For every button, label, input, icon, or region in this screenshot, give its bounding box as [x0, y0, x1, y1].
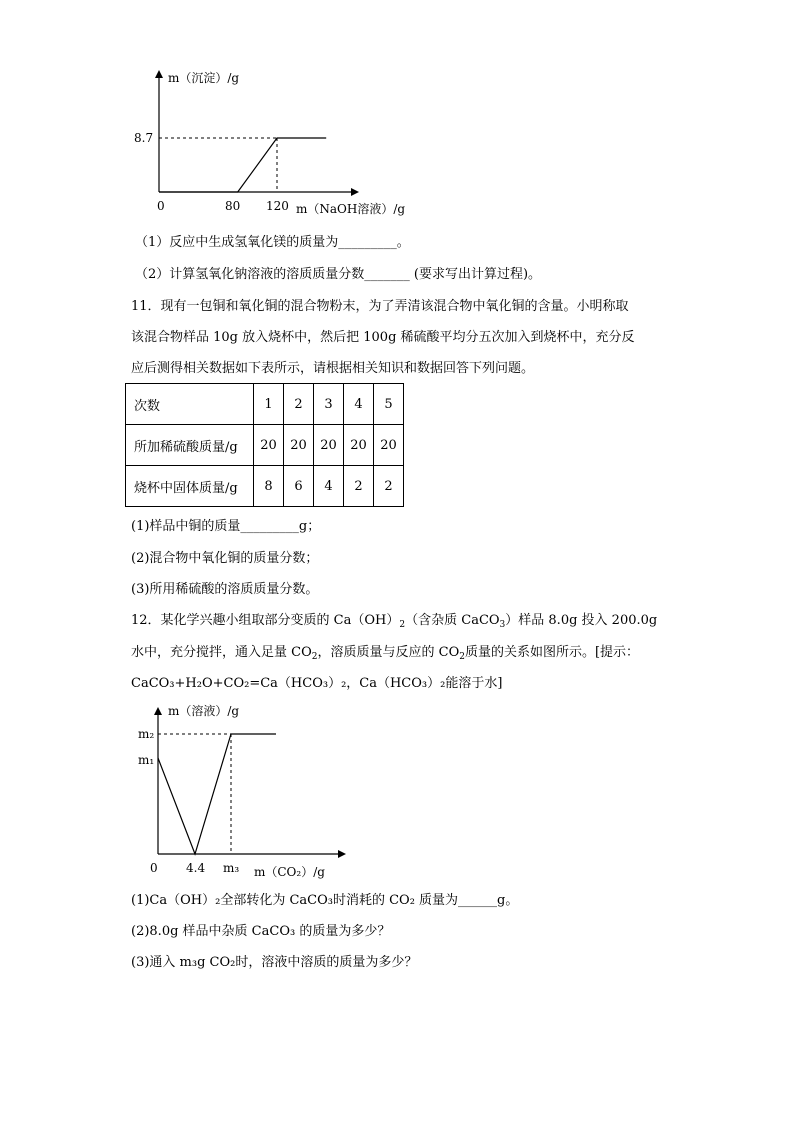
- y-tick-label-m2: m₂: [138, 727, 155, 741]
- x-axis-label: m（NaOH溶液）/g: [296, 202, 406, 216]
- table-cell: 3: [314, 384, 344, 425]
- table-cell: 次数: [126, 384, 254, 425]
- x-tick-label-80: 80: [225, 199, 241, 213]
- q10-part2: （2）计算氢氧化钠溶液的溶质质量分数_______ (要求写出计算过程)。: [135, 267, 542, 282]
- x-tick-label-120: 120: [266, 199, 289, 213]
- x-tick-label-4-4: 4.4: [186, 861, 206, 875]
- x-axis-label: m（CO₂）/g: [254, 865, 325, 879]
- q12-part1: (1)Ca（OH）₂全部转化为 CaCO₃时消耗的 CO₂ 质量为______g。: [131, 893, 519, 908]
- y-axis-label: m（溶液）/g: [168, 704, 240, 718]
- table-cell: 6: [284, 466, 314, 507]
- q11-data-table: [125, 383, 404, 507]
- y-axis-arrow: [155, 70, 163, 78]
- table-cell: 2: [374, 466, 404, 507]
- origin-label: 0: [157, 199, 165, 213]
- table-row: [126, 466, 404, 507]
- table-cell: 烧杯中固体质量/g: [126, 466, 254, 507]
- origin-label: 0: [150, 861, 158, 875]
- q11-part1: (1)样品中铜的质量_________g；: [131, 519, 321, 534]
- table-cell: 4: [344, 384, 374, 425]
- y-axis-arrow: [154, 707, 162, 715]
- x-axis-arrow: [351, 188, 359, 196]
- table-cell: 8: [254, 466, 284, 507]
- table-cell: 2: [344, 466, 374, 507]
- q12-part3: (3)通入 m₃g CO₂时，溶液中溶质的质量为多少？: [131, 955, 418, 970]
- q11-line3: 应后测得相关数据如下表所示，请根据相关知识和数据回答下列问题。: [131, 361, 535, 376]
- table-cell: 20: [254, 425, 284, 466]
- table-cell: 所加稀硫酸质量/g: [126, 425, 254, 466]
- table-cell: 1: [254, 384, 284, 425]
- q12-part2: (2)8.0g 样品中杂质 CaCO₃ 的质量为多少？: [131, 924, 391, 939]
- solution-mass-chart: [130, 700, 380, 885]
- x-tick-label-m3: m₃: [223, 861, 240, 875]
- q12-line2: 水中，充分搅拌，通入足量 $CO_2$，溶质质量与反应的 $CO_2$质量的关系如图所示。[提示：: [131, 645, 640, 662]
- q12-line1: 12．某化学兴趣小组取部分变质的 $Ca(OH)_2$（含杂质 CaCO$_3$）样品 8.0g 投入 200.0g: [131, 613, 658, 630]
- table-cell: 20: [374, 425, 404, 466]
- q11-part2: (2)混合物中氧化铜的质量分数；: [131, 551, 319, 566]
- y-tick-label-m1: m₁: [138, 753, 155, 767]
- table-cell: 20: [314, 425, 344, 466]
- q11-line1: 11．现有一包铜和氧化铜的混合物粉末，为了弄清该混合物中氧化铜的含量。小明称取: [131, 299, 629, 314]
- y-tick-label: 8.7: [134, 131, 154, 145]
- precipitate-chart: [130, 62, 430, 222]
- q12-line3: CaCO₃+H₂O+CO₂=Ca（HCO₃）₂，Ca（HCO₃）₂能溶于水]: [131, 676, 503, 691]
- table-row: [126, 425, 404, 466]
- table-cell: 4: [314, 466, 344, 507]
- series-line: [159, 138, 326, 192]
- series-line: [158, 734, 276, 854]
- q11-line2: 该混合物样品 10g 放入烧杯中，然后把 100g 稀硫酸平均分五次加入到烧杯中，充分反: [131, 330, 635, 345]
- table-cell: 20: [344, 425, 374, 466]
- table-row: [126, 384, 404, 425]
- table-cell: 2: [284, 384, 314, 425]
- table-cell: 20: [284, 425, 314, 466]
- y-axis-label: m（沉淀）/g: [168, 71, 240, 85]
- table-cell: 5: [374, 384, 404, 425]
- x-axis-arrow: [338, 850, 346, 858]
- q10-part1: （1）反应中生成氢氧化镁的质量为_________。: [135, 235, 410, 250]
- q11-part3: (3)所用稀硫酸的溶质质量分数。: [131, 582, 319, 597]
